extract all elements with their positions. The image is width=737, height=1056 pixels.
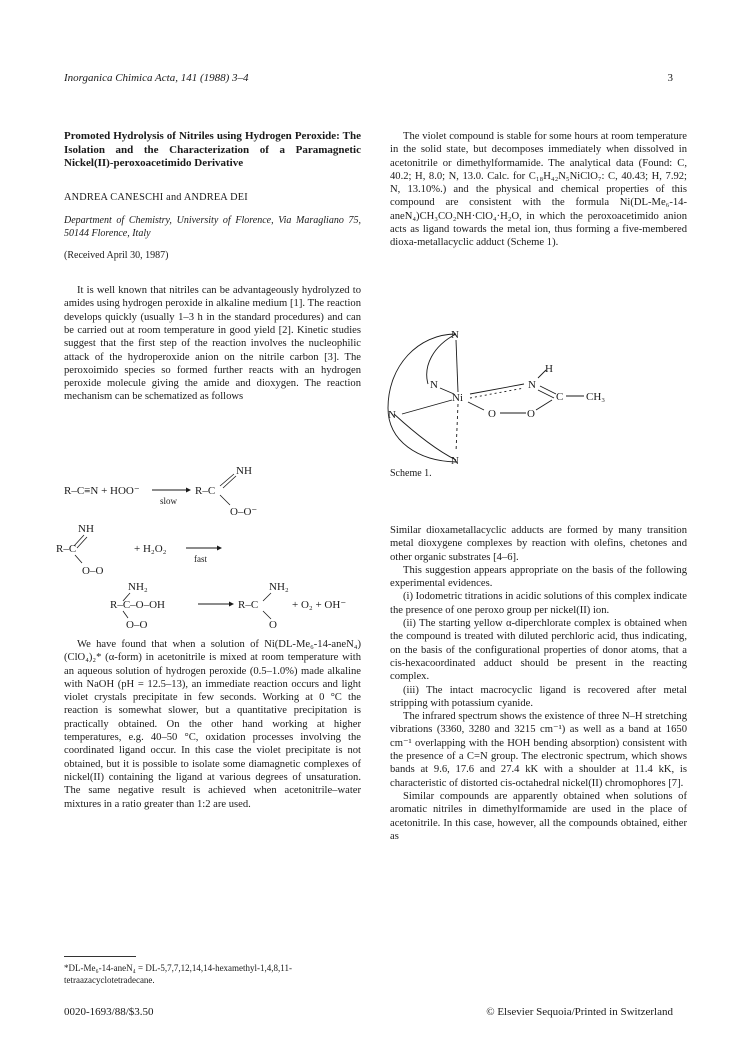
eq3-peroxo-left: O–O (126, 619, 148, 631)
paragraph-findings: We have found that when a solution of Ni(DL-Me₆-14-aneN₄)(ClO₄)₂* (α-form) in acetonitrile is mixed at room temperature with an aqueous solution of hydrogen peroxide (0.5–1.0%) made alkaline with NaOH (pH = 12.5–13), an immediate reaction occurs and light violet crystals precipitate in few seconds. Working at 0 °C the reaction is somewhat slower, but a quantitative precipitation is practically obtained. On the other hand working at higher temperatures, e.g. 40–50 °C, oxidation processes involving the coordinated ligand occur. In this case the violet precipitate is not obtained, but it is possible to isolate some diamagnetic complexes of nickel(II) containing the ligand at various degrees of unsaturation. The same negative result is achieved when acetonitrile–water mixtures in a ratio greater than 1:2 are used. (64, 639, 361, 810)
eq3-byproducts: + O₂ + OH⁻ (292, 599, 347, 611)
bond-o2-c (536, 400, 552, 410)
eq2-nh: NH (78, 523, 94, 535)
atom-o1: O (488, 408, 496, 420)
bond-ni-nbottom (456, 404, 458, 452)
eq2-arrowhead (217, 546, 222, 551)
copyright: © Elsevier Sequoia/Printed in Switzerland (486, 1006, 673, 1018)
eq2-rc: R–C (56, 543, 77, 555)
affiliation: Department of Chemistry, University of Florence, Via Maragliano 75, 50144 Florence, Italy (64, 214, 361, 239)
paragraph-evidence-i: (i) Iodometric titrations in acidic solutions of this complex indicate the presence of one peroxo group per nickel(II) ion. (390, 591, 687, 616)
paragraph-aromatic-nitriles: Similar compounds are apparently obtained when solutions of aromatic nitriles in dimethylformamide are used in the place of acetonitrile. In this case, however, all the compounds obtained, either as (390, 790, 687, 842)
eq1-peroxo: O–O⁻ (230, 506, 258, 518)
paragraph-intro: It is well known that nitriles can be advantageously hydrolyzed to amides using hydrogen peroxide in alkaline medium [1]. The reaction develops quickly (usually 1–3 h in the standard procedures) and can be carried out at room temperature in good yield [2]. Kinetic studies suggest that the first step of the reaction involves the nucleophilic attack of the hydroperoxide anion on the nitrile carbon [3]. The peroxoimido species so formed further reacts with an hydrogen peroxide molecule giving the amide and dioxygen. The reaction mechanism can be schematized as follows (64, 285, 361, 403)
atom-ch3: CH₃ (586, 391, 606, 403)
atom-ni: Ni (452, 392, 463, 404)
macrocycle-outer-arc (388, 334, 456, 462)
paragraph-violet-compound: The violet compound is stable for some hours at room temperature in the solid state, but decomposes immediately when dissolved in acetonitrile or dimethylformamide. The analytical data (Found: C, 40.2; H, 8.0; N, 13.0. Calc. for C₁₈H₄₂N₅NiClO₇: C, 40.43; H, 7.92; N, 13.10%.) and the physical and chemical properties of this compound are consistent with the formula Ni(DL-Me₆-14-aneN₄)CH₃CO₂NH·ClO₄·H₂O, in which the peroxoacetimido anion acts as ligand towards the metal ion, thus forming a five-membered dioxa-metallacyclic adduct (Scheme 1). (390, 131, 687, 249)
eq1-reactants: R–C≡N + HOO⁻ (64, 485, 140, 497)
eq3-nh2-right: NH₂ (269, 581, 289, 593)
atom-c: C (556, 391, 564, 403)
eq1-nh: NH (236, 465, 252, 477)
eq1-arrowhead (186, 488, 191, 493)
article-title: Promoted Hydrolysis of Nitriles using Hydrogen Peroxide: The Isolation and the Characterization of a Paramagnetic Nickel(II)-peroxoacetimido Derivative (64, 130, 361, 169)
eq2-reagent: + H₂O₂ (134, 543, 167, 555)
eq3-intermediate: R–C–O–OH (110, 599, 166, 611)
eq2-double-bond-b (77, 537, 87, 548)
eq2-single-bond (75, 555, 82, 563)
issn: 0020-1693/88/$3.50 (64, 1006, 154, 1018)
atom-h: H (545, 363, 553, 375)
scheme-1-structure (388, 326, 718, 476)
received-date: (Received April 30, 1987) (64, 249, 169, 261)
bond-nleft-ni (402, 400, 452, 414)
right-column-top (390, 130, 687, 250)
eq3-nh2-left: NH₂ (128, 581, 148, 593)
eq1-single-bond (220, 495, 230, 505)
bond-ntop-ni (456, 340, 458, 392)
paragraph-evidence-ii: (ii) The starting yellow α-diperchlorate complex is obtained when the compound is treated with diluted perchloric acid, thus indicating, on the basis of the configurational properties of donor atoms, that a cis-hexacoordinated adduct should be present in the reacting complex. (390, 618, 687, 683)
eq1-arrow-label: slow (160, 496, 178, 506)
eq2-arrow-label: fast (194, 554, 207, 564)
eq3-bond-down-left (123, 611, 128, 618)
eq3-product-rc: R–C (238, 599, 259, 611)
page-number: 3 (667, 72, 673, 84)
atom-n-bottom: N (451, 455, 459, 467)
eq3-oxygen: O (269, 619, 277, 631)
running-head: Inorganica Chimica Acta, 141 (1988) 3–4 (64, 72, 249, 84)
reaction-scheme-equations (56, 462, 361, 632)
macrocycle-upper-arc (427, 334, 456, 384)
left-column-top (64, 130, 361, 404)
bond-nimido-c-b (538, 390, 554, 398)
left-column-bottom (64, 638, 361, 811)
paragraph-infrared: The infrared spectrum shows the existence of three N–H stretching vibrations (3360, 3280 and 3215 cm⁻¹) as well as a band at 1650 cm⁻¹ overlapping with the HOH bending absorption) consistent with the presence of a C=N group. The electronic spectrum, which shows bands at 9.6, 17.6 and 27.4 kK with a shoulder at 11.4 kK, is characteristic of distorted cis-octahedral nickel(II) chromophores [7]. (390, 711, 687, 789)
paragraph-suggestion: This suggestion appears appropriate on the basis of the following experimental evidences. (390, 564, 687, 590)
footnote-rule (64, 956, 136, 957)
eq3-bond-down-right (263, 611, 271, 619)
bond-nimido-c-a (540, 386, 556, 394)
atom-n-imido: N (528, 379, 536, 391)
eq1-product-rc: R–C (195, 485, 216, 497)
eq3-arrowhead (229, 602, 234, 607)
eq3-bond-up-right (263, 593, 271, 601)
atom-n-left-mid: N (430, 379, 438, 391)
macrocycle-lower-arc (394, 414, 456, 460)
atom-o2: O (527, 408, 535, 420)
scheme-caption: Scheme 1. (390, 468, 432, 479)
eq2-peroxo: O–O (82, 565, 104, 577)
authors: ANDREA CANESCHI and ANDREA DEI (64, 191, 248, 203)
bond-ni-nimido-a (470, 384, 524, 394)
footnote: *DL-Me₆-14-aneN₄ = DL-5,7,7,12,14,14-hexamethyl-1,4,8,11-tetraazacyclotetradecane. (64, 963, 292, 985)
bond-ni-nimido-b (470, 388, 524, 398)
paragraph-similar-adducts: Similar dioxametallacyclic adducts are formed by many transition metal dioxygene complexes by reaction with olefins, chetones and other organic substrates [4–6]. (390, 525, 687, 563)
bond-ni-o1 (468, 402, 484, 410)
paragraph-evidence-iii: (iii) The intact macrocyclic ligand is recovered after metal stripping with potassium cyanide. (390, 684, 687, 709)
atom-n-left: N (388, 409, 396, 421)
atom-n-top: N (451, 329, 459, 341)
right-column-bottom (390, 524, 687, 843)
